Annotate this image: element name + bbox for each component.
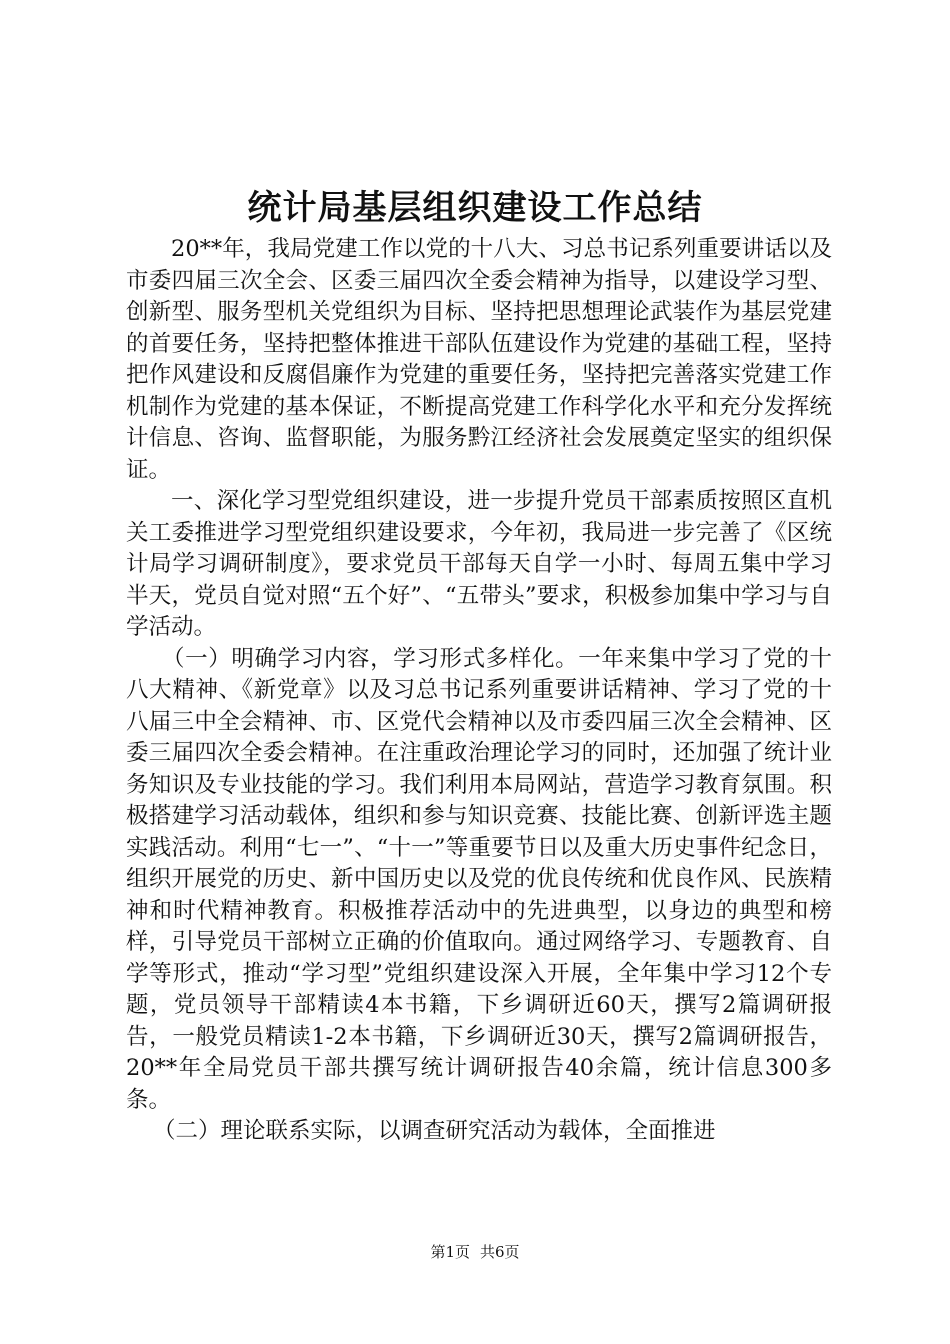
paragraph-section-1: 一、深化学习型党组织建设，进一步提升党员干部素质按照区直机关工委推进学习型党组织建设要求，今年初，我局进一步完善了《区统计局学习调研制度》，要求党员干部每天自学一小时、每周五集中学习半天，党员自觉对照“五个好”、“五带头”要求，积极参加集中学习与自学活动。 — [126, 488, 832, 640]
paragraph-subsection-2: （二）理论联系实际，以调查研究活动为载体，全面推进 — [153, 1118, 716, 1144]
document-body — [126, 234, 832, 1148]
page-total: 共6页 — [480, 1243, 520, 1261]
page-number: 第1页 — [430, 1243, 470, 1261]
paragraph-intro: 20**年，我局党建工作以党的十八大、习总书记系列重要讲话以及市委四届三次全会、区委三届四次全委会精神为指导，以建设学习型、创新型、服务型机关党组织为目标、坚持把思想理论武装作为基层党建的首要任务，坚持把整体推进干部队伍建设作为党建的基础工程，坚持把作风建设和反腐倡廉作为党建的重要任务，坚持把完善落实党建工作机制作为党建的基本保证，不断提高党建工作科学化水平和充分发挥统计信息、咨询、监督职能，为服务黔江经济社会发展奠定坚实的组织保证。 — [126, 236, 832, 483]
page-footer — [0, 1242, 950, 1262]
document-title: 统计局基层组织建设工作总结 — [247, 188, 703, 228]
paragraph-subsection-1: （一）明确学习内容，学习形式多样化。一年来集中学习了党的十八大精神、《新党章》以及习总书记系列重要讲话精神、学习了党的十八届三中全会精神、市、区党代会精神以及市委四届三次全会精神、区委三届四次全委会精神。在注重政治理论学习的同时，还加强了统计业务知识及专业技能的学习。我们利用本局网站，营造学习教育氛围。积极搭建学习活动载体，组织和参与知识竞赛、技能比赛、创新评选主题实践活动。利用“七一”、“十一”等重要节日以及重大历史事件纪念日，组织开展党的历史、新中国历史以及党的优良传统和优良作风、民族精神和时代精神教育。积极推荐活动中的先进典型，以身边的典型和榜样，引导党员干部树立正确的价值取向。通过网络学习、专题教育、自学等形式，推动“学习型”党组织建设深入开展，全年集中学习12个专题，党员领导干部精读4本书籍，下乡调研近60天，撰写2篇调研报告，一般党员精读1-2本书籍，下乡调研近30天，撰写2篇调研报告，20**年全局党员干部共撰写统计调研报告40余篇，统计信息300多条。 — [126, 645, 832, 1113]
